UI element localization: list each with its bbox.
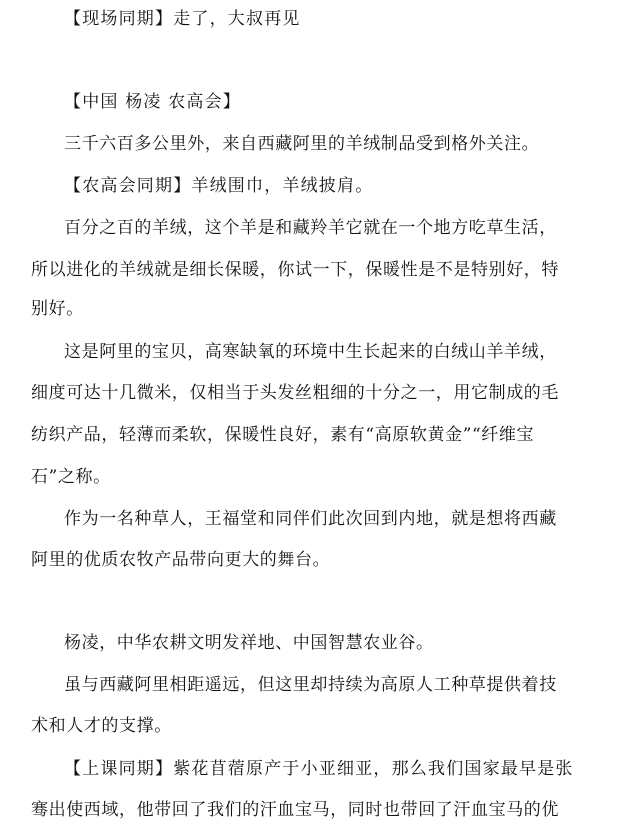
text-line: 术和人才的支撑。 — [31, 716, 172, 736]
text-line: 别好。 — [31, 299, 84, 319]
text-line: 【中国 杨凌 农高会】 — [64, 92, 242, 112]
text-line: 骞出使西域，他带回了我们的汗血宝马，同时也带回了汗血宝马的优 — [31, 800, 559, 820]
text-line: 作为一名种草人，王福堂和同伴们此次回到内地，就是想将西藏 — [64, 509, 557, 529]
text-line: 百分之百的羊绒，这个羊是和藏羚羊它就在一个地方吃草生活， — [64, 218, 557, 238]
text-line: 【上课同期】紫花苜蓿原产于小亚细亚，那么我们国家最早是张 — [64, 759, 574, 779]
text-line: 【农高会同期】羊绒围巾，羊绒披肩。 — [64, 176, 374, 196]
text-line: 纺织产品，轻薄而柔软，保暖性良好，素有“高原软黄金”“纤维宝 — [31, 425, 535, 445]
text-line: 杨凌，中华农耕文明发祥地、中国智慧农业谷。 — [64, 633, 434, 653]
text-line: 这是阿里的宝贝，高寒缺氧的环境中生长起来的白绒山羊羊绒， — [64, 342, 557, 362]
text-line: 阿里的优质农牧产品带向更大的舞台。 — [31, 550, 331, 570]
text-line: 三千六百多公里外，来自西藏阿里的羊绒制品受到格外关注。 — [64, 134, 540, 154]
text-line: 所以进化的羊绒就是细长保暖，你试一下，保暖性是不是特别好，特 — [31, 260, 559, 280]
text-line: 细度可达十几微米，仅相当于头发丝粗细的十分之一，用它制成的毛 — [31, 383, 559, 403]
text-line: 【现场同期】走了，大叔再见 — [64, 9, 301, 29]
text-line: 虽与西藏阿里相距遥远，但这里却持续为高原人工种草提供着技 — [64, 675, 557, 695]
text-line: 石”之称。 — [31, 467, 111, 487]
